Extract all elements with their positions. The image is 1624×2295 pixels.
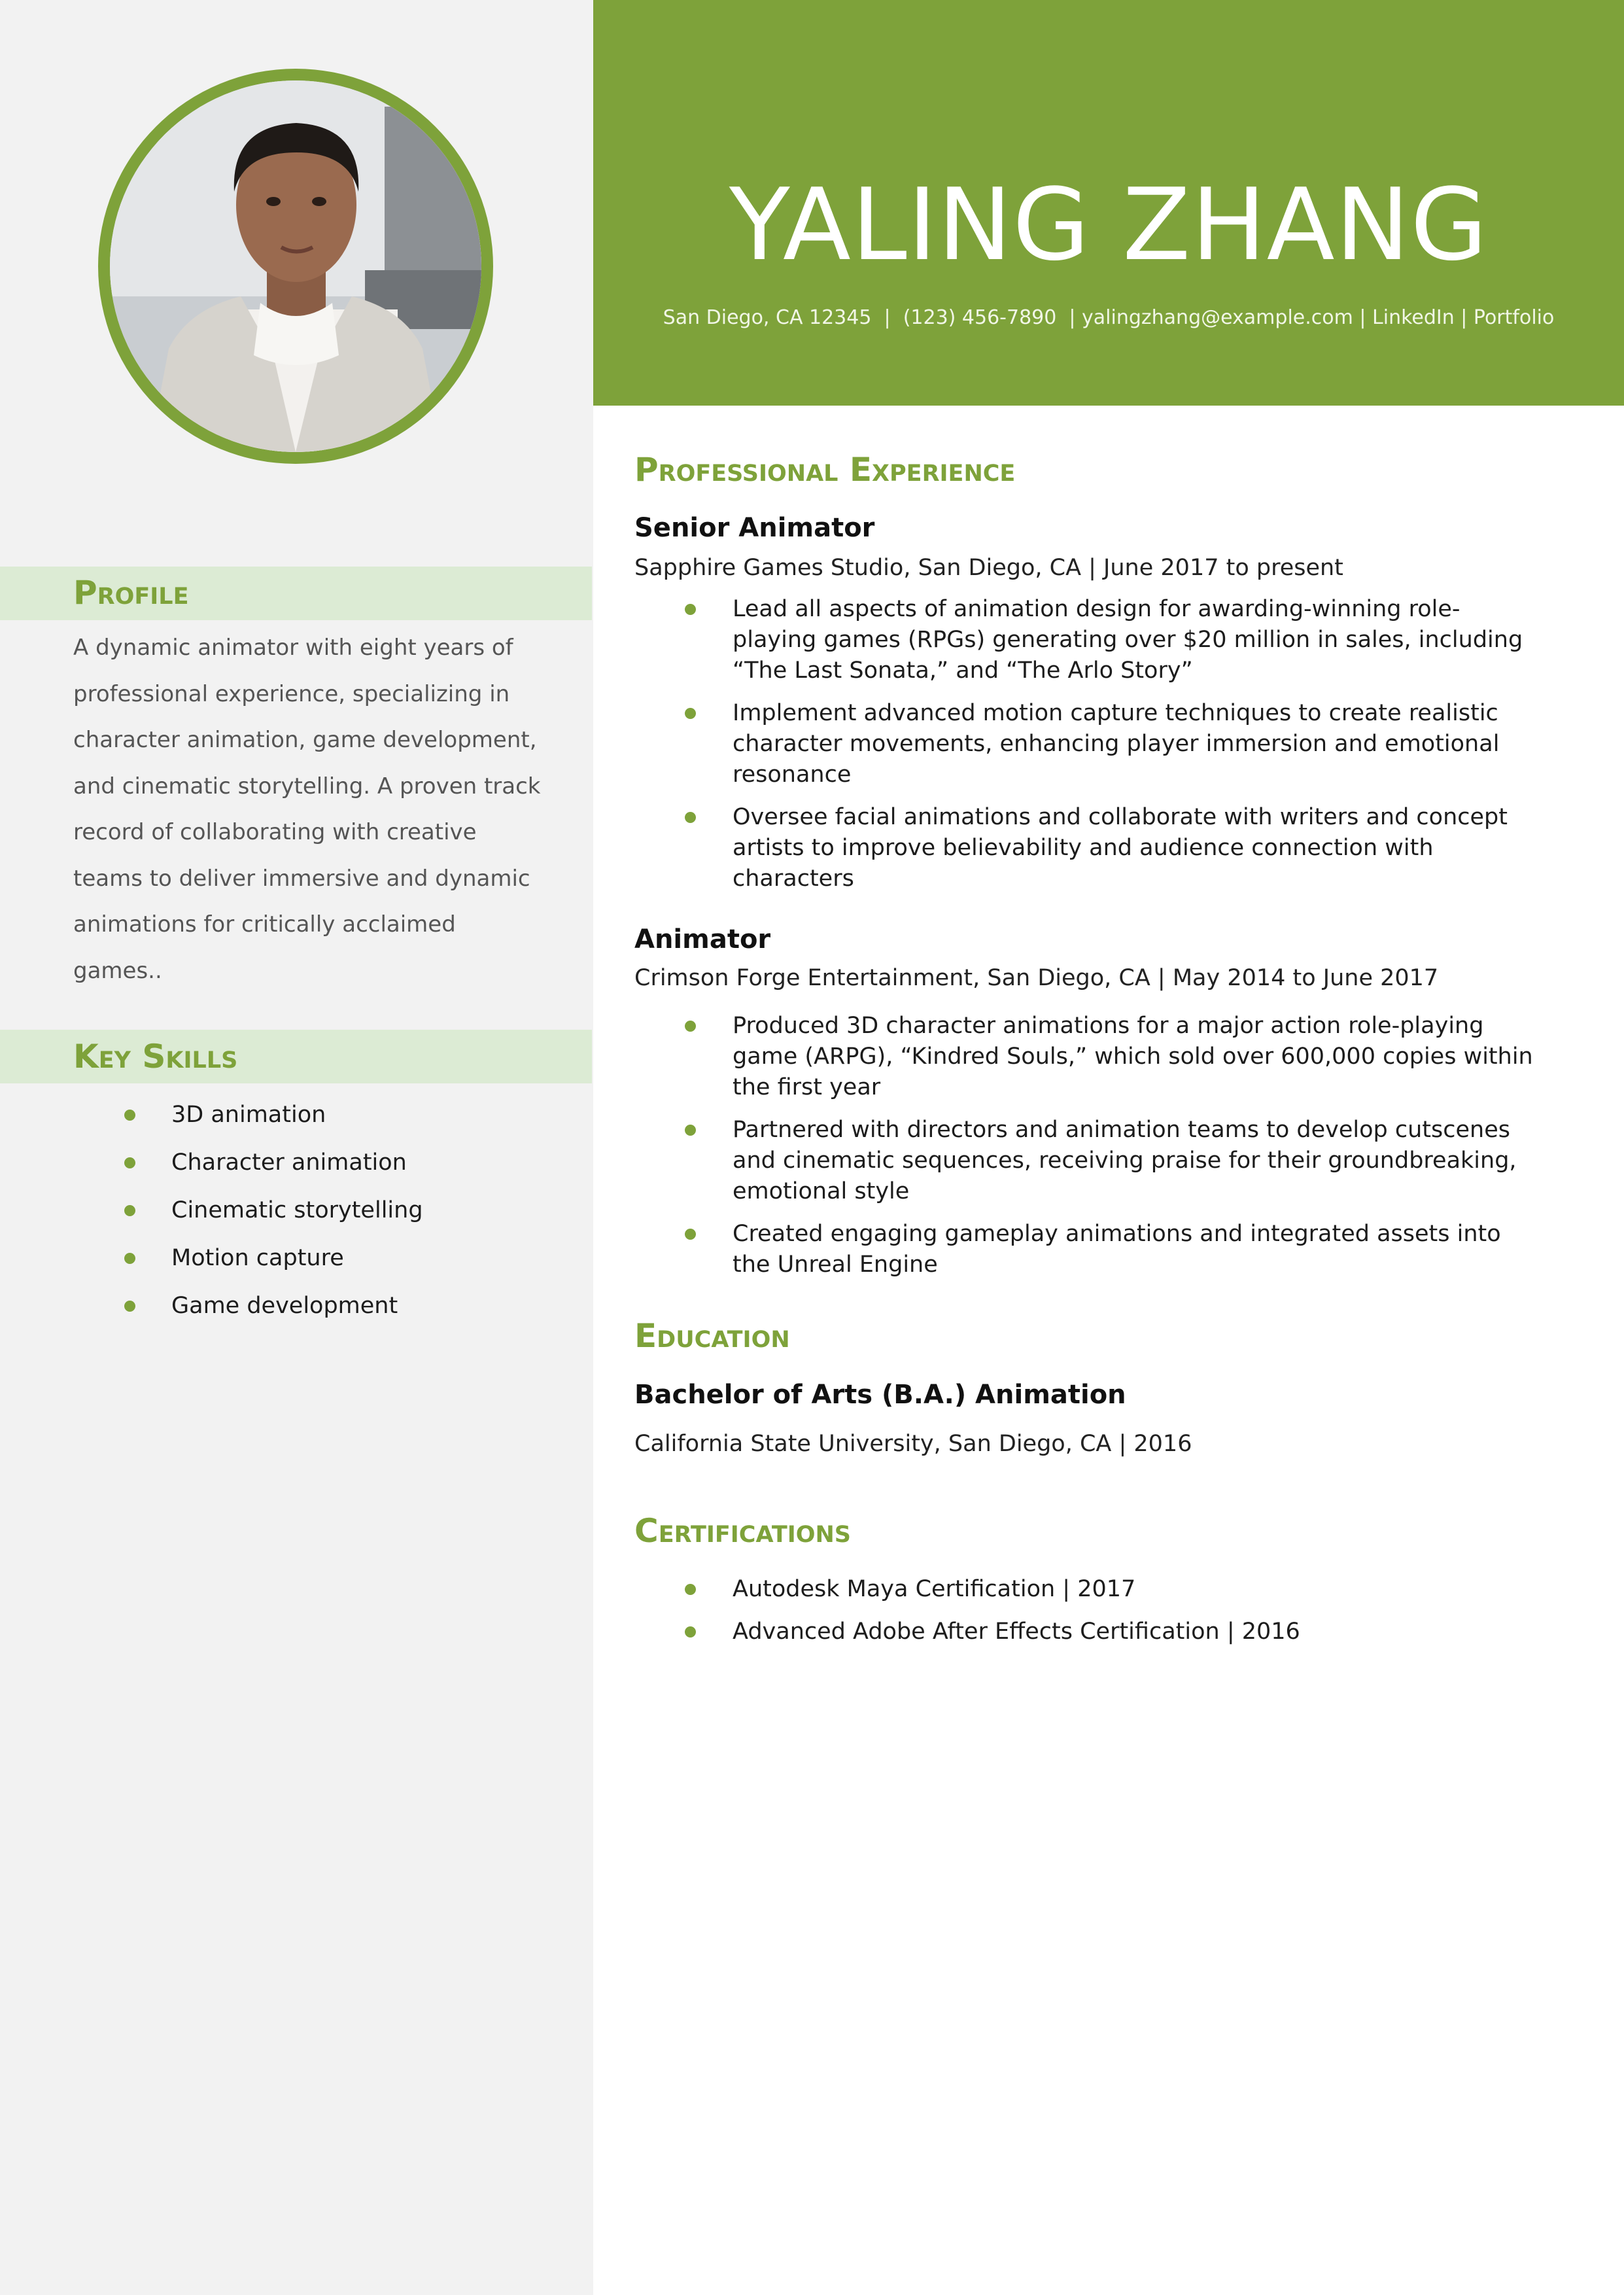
skill-label: Cinematic storytelling (171, 1197, 423, 1223)
list-item (0, 1091, 592, 1139)
list-item (0, 1139, 592, 1187)
profile-heading: Profile (73, 574, 189, 612)
experience-heading: Professional Experience (634, 451, 1016, 489)
bullet-dot-icon (124, 1110, 135, 1121)
list-item (0, 1187, 592, 1235)
sidebar (0, 0, 593, 2295)
bullet-text: Created engaging gameplay animations and integrated assets into the Unreal Engine (733, 1221, 1501, 1278)
bullet-dot-icon (685, 1584, 696, 1595)
skills-heading: Key Skills (73, 1038, 238, 1076)
skill-label: Game development (171, 1293, 398, 1319)
certification-text: Autodesk Maya Certification | 2017 (733, 1576, 1136, 1602)
bullet-dot-icon (124, 1205, 135, 1216)
job-bullets (683, 1011, 1540, 1292)
candidate-name: YALING ZHANG (729, 167, 1489, 283)
photo-frame (98, 69, 493, 464)
bullet-dot-icon (685, 1626, 696, 1638)
list-item (683, 1617, 1540, 1647)
job-bullets (683, 594, 1540, 906)
skills-list (0, 1091, 592, 1330)
certification-text: Advanced Adobe After Effects Certification | 2016 (733, 1619, 1300, 1645)
certifications-list (683, 1574, 1540, 1659)
bullet-dot-icon (685, 1021, 696, 1032)
bullet-text: Lead all aspects of animation design for awarding-winning role-playing games (RPGs) generating over $20 million in sales, including “The Last Sonata,” and “The Arlo Story” (733, 596, 1523, 684)
school-meta: California State University, San Diego, CA | 2016 (634, 1431, 1192, 1457)
bullet-dot-icon (685, 1125, 696, 1136)
list-item (683, 1011, 1540, 1103)
profile-summary: A dynamic animator with eight years of professional experience, specializing in character animation, game development, and cinematic storytelling. A proven track record of collaborating with creative teams to deliver immersive and dynamic animations for critically acclaimed games.. (73, 635, 541, 984)
degree-title: Bachelor of Arts (B.A.) Animation (634, 1380, 1126, 1410)
list-item (683, 1219, 1540, 1280)
job-title: Animator (634, 924, 771, 955)
portrait-illustration (110, 80, 481, 452)
bullet-dot-icon (124, 1253, 135, 1264)
certifications-heading: Certifications (634, 1512, 852, 1550)
bullet-dot-icon (124, 1301, 135, 1312)
bullet-dot-icon (685, 604, 696, 615)
list-item (683, 698, 1540, 790)
bullet-dot-icon (685, 708, 696, 719)
list-item (0, 1282, 592, 1330)
bullet-dot-icon (685, 812, 696, 823)
skill-label: Motion capture (171, 1245, 344, 1271)
header-banner (593, 0, 1624, 406)
job-meta: Sapphire Games Studio, San Diego, CA | June 2017 to present (634, 555, 1343, 581)
list-item (683, 1574, 1540, 1605)
skill-label: 3D animation (171, 1102, 326, 1128)
bullet-text: Implement advanced motion capture techniques to create realistic character movements, enhancing player immersion and emotional resonance (733, 700, 1500, 788)
list-item (683, 594, 1540, 686)
contact-details: San Diego, CA 12345 | (123) 456-7890 | yalingzhang@example.com | LinkedIn | Portfolio (663, 306, 1555, 329)
portrait-photo (110, 80, 481, 452)
job-meta: Crimson Forge Entertainment, San Diego, CA | May 2014 to June 2017 (634, 965, 1439, 991)
bullet-dot-icon (685, 1229, 696, 1240)
bullet-text: Produced 3D character animations for a major action role-playing game (ARPG), “Kindred Souls,” which sold over 600,000 copies within the first year (733, 1013, 1533, 1100)
skill-label: Character animation (171, 1149, 407, 1176)
contact-line (593, 306, 1624, 329)
list-item (683, 1115, 1540, 1207)
education-heading: Education (634, 1317, 790, 1355)
bullet-text: Partnered with directors and animation teams to develop cutscenes and cinematic sequences, receiving praise for their groundbreaking, emotional style (733, 1117, 1517, 1204)
list-item (683, 802, 1540, 894)
bullet-dot-icon (124, 1157, 135, 1168)
bullet-text: Oversee facial animations and collaborate with writers and concept artists to improve believability and audience connection with characters (733, 804, 1508, 892)
job-title: Senior Animator (634, 513, 875, 543)
list-item (0, 1235, 592, 1282)
